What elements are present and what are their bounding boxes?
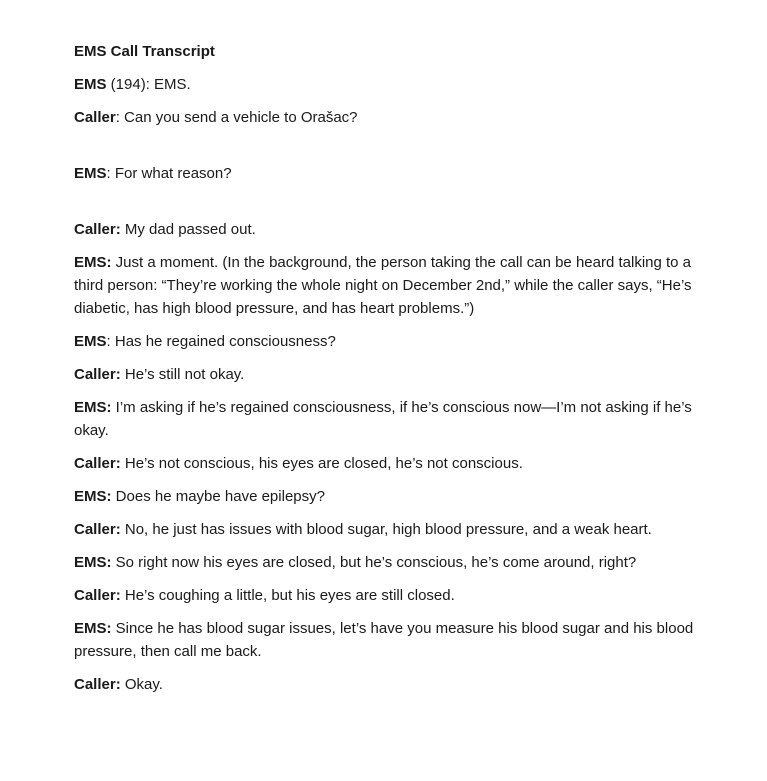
line-text: I’m asking if he’s regained consciousness, if he’s conscious now—I’m not asking if he’s okay.: [74, 399, 692, 439]
transcript-line: [74, 452, 694, 475]
transcript-line: [74, 162, 694, 185]
transcript-line: [74, 485, 694, 508]
speaker-label: EMS: [74, 165, 107, 182]
transcript-line: [74, 330, 694, 353]
speaker-label: Caller: [74, 109, 116, 126]
transcript-line: [74, 617, 694, 663]
speaker-label: EMS:: [74, 488, 112, 505]
line-text: He’s not conscious, his eyes are closed, he’s not conscious.: [124, 455, 523, 472]
speaker-label: Caller:: [74, 455, 121, 472]
line-text: Can you send a vehicle to Orašac?: [124, 109, 358, 126]
transcript-line: [74, 218, 694, 241]
speaker-suffix: :: [106, 333, 115, 350]
transcript-document: [74, 40, 694, 706]
speaker-suffix: (194):: [106, 76, 155, 93]
transcript-line: [74, 73, 694, 96]
document-title: EMS Call Transcript: [74, 43, 215, 60]
transcript-line: [74, 584, 694, 607]
speaker-label: Caller:: [74, 366, 121, 383]
transcript-line: [74, 673, 694, 696]
line-text: He’s still not okay.: [124, 366, 245, 383]
speaker-label: Caller:: [74, 221, 121, 238]
line-text: My dad passed out.: [124, 221, 256, 238]
line-text: Since he has blood sugar issues, let’s have you measure his blood sugar and his blood pressure, then call me back.: [74, 620, 694, 660]
speaker-label: EMS: [74, 333, 107, 350]
speaker-label: EMS: [74, 76, 107, 93]
line-text: Okay.: [124, 676, 163, 693]
line-text: Has he regained consciousness?: [114, 333, 336, 350]
speaker-label: Caller:: [74, 587, 121, 604]
transcript-line: [74, 396, 694, 442]
speaker-suffix: :: [106, 165, 115, 182]
line-text: For what reason?: [114, 165, 232, 182]
transcript-line: [74, 363, 694, 386]
line-text: No, he just has issues with blood sugar, high blood pressure, and a weak heart.: [124, 521, 652, 538]
transcript-line: [74, 106, 694, 129]
speaker-label: Caller:: [74, 521, 121, 538]
speaker-suffix: :: [115, 109, 125, 126]
transcript-line: [74, 551, 694, 574]
line-text: Does he maybe have epilepsy?: [115, 488, 325, 505]
transcript-line: [74, 251, 694, 320]
speaker-label: Caller:: [74, 676, 121, 693]
speaker-label: EMS:: [74, 554, 112, 571]
speaker-label: EMS:: [74, 620, 112, 637]
line-text: He’s coughing a little, but his eyes are still closed.: [124, 587, 455, 604]
line-text: Just a moment. (In the background, the person taking the call can be heard talking to a third person: “They’re working the whole night on December 2nd,” while the caller says, “He’s diabetic, has high blood pressure, and has heart problems.”): [74, 254, 692, 317]
speaker-label: EMS:: [74, 254, 112, 271]
line-text: EMS.: [154, 76, 191, 93]
line-text: So right now his eyes are closed, but he’s conscious, he’s come around, right?: [115, 554, 637, 571]
transcript-line: [74, 518, 694, 541]
speaker-label: EMS:: [74, 399, 112, 416]
